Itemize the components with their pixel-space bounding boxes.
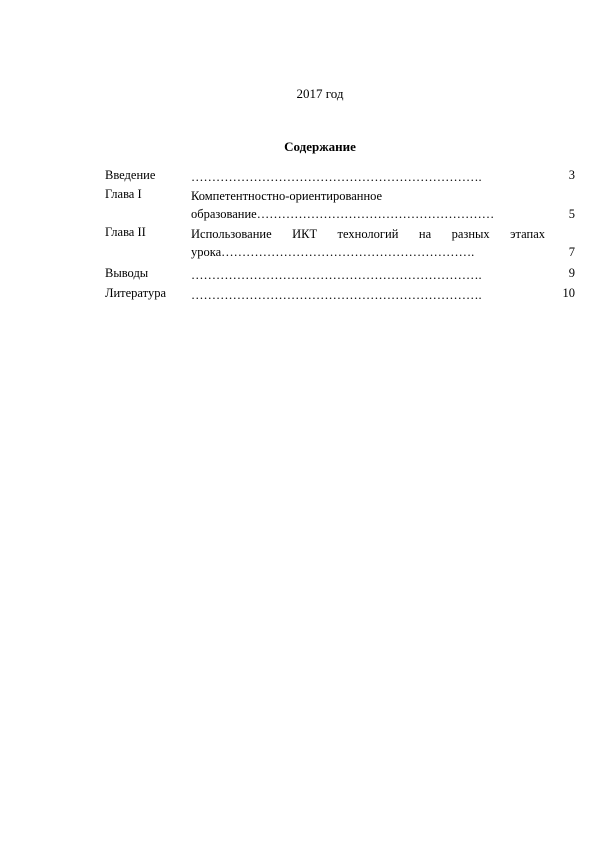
toc-entry-text xyxy=(191,187,545,223)
toc-page-number: 5 xyxy=(568,207,575,221)
toc-entry-label: Глава I xyxy=(105,187,142,201)
document-year: 2017 год xyxy=(296,86,344,101)
toc-page-number: 3 xyxy=(568,168,575,182)
toc-entry-text xyxy=(191,266,545,284)
toc-entry-label: Введение xyxy=(105,168,156,182)
toc-entry-label: Глава II xyxy=(105,225,146,239)
toc-page-number: 7 xyxy=(568,245,575,259)
toc-title: Содержание xyxy=(284,139,356,154)
toc-entry-title-line1: Использование ИКТ технологий на разных этапах xyxy=(191,227,545,241)
toc-entry-label: Литература xyxy=(105,286,166,300)
toc-leader-dots: ……………………………………………………………. xyxy=(191,170,482,184)
toc-entry-title-line2: урока……………………………………………………. xyxy=(191,245,475,259)
toc-entry-text xyxy=(191,225,545,261)
toc-entry-title-line2: образование………………………………………………… xyxy=(191,207,495,221)
toc-entry-label: Выводы xyxy=(105,266,149,280)
toc-entry-title-line1: Компетентностно-ориентированное xyxy=(191,189,383,203)
toc-page-number: 10 xyxy=(562,286,575,300)
toc-page-number: 9 xyxy=(568,266,575,280)
toc-entry-text xyxy=(191,286,545,304)
toc-leader-dots: ……………………………………………………………. xyxy=(191,288,482,302)
toc-leader-dots: ……………………………………………………………. xyxy=(191,268,482,282)
toc-entry-text xyxy=(191,168,545,186)
